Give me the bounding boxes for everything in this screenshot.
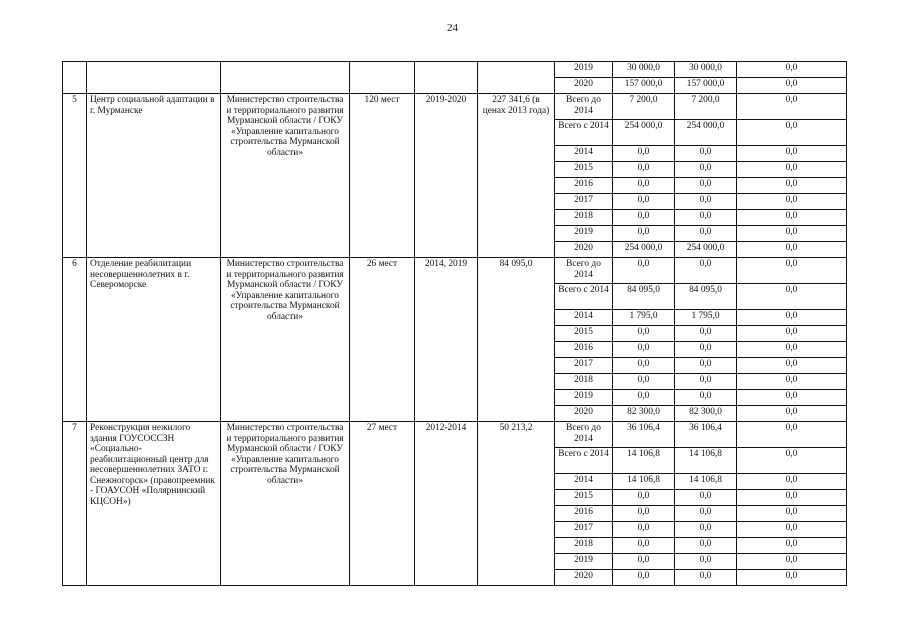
other-cell: 0,0 xyxy=(737,242,847,258)
total-cell: 0,0 xyxy=(613,178,675,194)
total-cell: 14 106,8 xyxy=(613,474,675,490)
period-cell: 2020 xyxy=(555,242,613,258)
period-cell: 2017 xyxy=(555,522,613,538)
other-cell: 0,0 xyxy=(737,310,847,326)
capacity-cell xyxy=(350,62,415,94)
total-cell: 7 200,0 xyxy=(613,94,675,120)
funds-cell: 254 000,0 xyxy=(675,242,737,258)
object-name: Центр социальной адаптации в г. Мурманске xyxy=(87,94,221,258)
funds-cell: 0,0 xyxy=(675,342,737,358)
period-cell: 2016 xyxy=(555,506,613,522)
funds-cell: 0,0 xyxy=(675,538,737,554)
period-cell: 2015 xyxy=(555,162,613,178)
period-cell: 2015 xyxy=(555,490,613,506)
period-cell: 2019 xyxy=(555,554,613,570)
funds-cell: 0,0 xyxy=(675,374,737,390)
total-cell: 0,0 xyxy=(613,358,675,374)
period-cell: 2019 xyxy=(555,62,613,78)
total-cell: 0,0 xyxy=(613,506,675,522)
period-cell: Всего с 2014 xyxy=(555,120,613,146)
funds-cell: 84 095,0 xyxy=(675,284,737,310)
funds-cell: 0,0 xyxy=(675,326,737,342)
object-number: 5 xyxy=(63,94,87,258)
page-number: 24 xyxy=(447,22,458,34)
total-cell: 84 095,0 xyxy=(613,284,675,310)
funds-cell: 0,0 xyxy=(675,178,737,194)
table-row xyxy=(63,422,847,448)
funds-cell: 0,0 xyxy=(675,258,737,284)
total-cell: 0,0 xyxy=(613,146,675,162)
name-cell xyxy=(87,62,221,94)
total-cell: 0,0 xyxy=(613,554,675,570)
total-cell: 0,0 xyxy=(613,390,675,406)
other-cell: 0,0 xyxy=(737,326,847,342)
other-cell: 0,0 xyxy=(737,570,847,586)
other-cell: 0,0 xyxy=(737,178,847,194)
other-cell: 0,0 xyxy=(737,390,847,406)
funds-cell: 0,0 xyxy=(675,358,737,374)
funds-cell: 1 795,0 xyxy=(675,310,737,326)
period-cell: Всего с 2014 xyxy=(555,284,613,310)
period-cell: 2019 xyxy=(555,390,613,406)
period-cell: Всего до 2014 xyxy=(555,258,613,284)
period-cell: 2020 xyxy=(555,406,613,422)
total-cell: 0,0 xyxy=(613,342,675,358)
other-cell: 0,0 xyxy=(737,448,847,474)
total-cell: 0,0 xyxy=(613,210,675,226)
object-cost: 84 095,0 xyxy=(478,258,555,422)
object-years: 2012-2014 xyxy=(415,422,478,586)
funds-cell: 0,0 xyxy=(675,226,737,242)
total-cell: 1 795,0 xyxy=(613,310,675,326)
funds-cell: 0,0 xyxy=(675,522,737,538)
funds-cell: 0,0 xyxy=(675,210,737,226)
other-cell: 0,0 xyxy=(737,522,847,538)
other-cell: 0,0 xyxy=(737,538,847,554)
period-cell: Всего до 2014 xyxy=(555,94,613,120)
period-cell: 2016 xyxy=(555,342,613,358)
period-cell: 2014 xyxy=(555,310,613,326)
total-cell: 0,0 xyxy=(613,326,675,342)
period-cell: 2018 xyxy=(555,210,613,226)
period-cell: 2016 xyxy=(555,178,613,194)
funds-cell: 254 000,0 xyxy=(675,120,737,146)
object-name: Реконструкция нежилого здания ГОУСОССЗН «Социально-реабилитационный центр для несовершеннолетних ЗАТО г. Снежногорск» (правопреемник - ГОАУСОН «Полярнинский КЦСОН») xyxy=(87,422,221,586)
total-cell: 82 300,0 xyxy=(613,406,675,422)
other-cell: 0,0 xyxy=(737,226,847,242)
object-years: 2019-2020 xyxy=(415,94,478,258)
other-cell: 0,0 xyxy=(737,506,847,522)
period-cell: 2018 xyxy=(555,538,613,554)
other-cell: 0,0 xyxy=(737,422,847,448)
funds-cell: 36 106,4 xyxy=(675,422,737,448)
total-cell: 254 000,0 xyxy=(613,242,675,258)
period-cell: 2017 xyxy=(555,194,613,210)
other-cell: 0,0 xyxy=(737,474,847,490)
period-cell: 2017 xyxy=(555,358,613,374)
object-cost: 50 213,2 xyxy=(478,422,555,586)
total-cell: 0,0 xyxy=(613,226,675,242)
object-customer: Министерство строительства и территориального развития Мурманской области / ГОКУ «Управление капитального строительства Мурманской области» xyxy=(221,94,350,258)
funds-cell: 14 106,8 xyxy=(675,448,737,474)
other-cell: 0,0 xyxy=(737,406,847,422)
other-cell: 0,0 xyxy=(737,162,847,178)
object-capacity: 27 мест xyxy=(350,422,415,586)
total-cell: 157 000,0 xyxy=(613,78,675,94)
period-cell: Всего до 2014 xyxy=(555,422,613,448)
total-cell: 0,0 xyxy=(613,538,675,554)
other-cell: 0,0 xyxy=(737,374,847,390)
object-capacity: 120 мест xyxy=(350,94,415,258)
num-cell xyxy=(63,62,87,94)
other-cell: 0,0 xyxy=(737,78,847,94)
object-number: 6 xyxy=(63,258,87,422)
other-cell: 0,0 xyxy=(737,146,847,162)
total-cell: 0,0 xyxy=(613,490,675,506)
object-capacity: 26 мест xyxy=(350,258,415,422)
funds-cell: 0,0 xyxy=(675,506,737,522)
other-cell: 0,0 xyxy=(737,210,847,226)
object-name: Отделение реабилитации несовершеннолетних в г. Североморске xyxy=(87,258,221,422)
total-cell: 0,0 xyxy=(613,522,675,538)
other-cell: 0,0 xyxy=(737,94,847,120)
other-cell: 0,0 xyxy=(737,358,847,374)
funds-cell: 7 200,0 xyxy=(675,94,737,120)
other-cell: 0,0 xyxy=(737,284,847,310)
cost-cell xyxy=(478,62,555,94)
table-row xyxy=(63,62,847,78)
period-cell: 2018 xyxy=(555,374,613,390)
customer-cell xyxy=(221,62,350,94)
construction-objects-table xyxy=(62,61,847,586)
period-cell: 2014 xyxy=(555,146,613,162)
total-cell: 0,0 xyxy=(613,570,675,586)
funds-cell: 30 000,0 xyxy=(675,62,737,78)
object-customer: Министерство строительства и территориального развития Мурманской области / ГОКУ «Управление капитального строительства Мурманской области» xyxy=(221,422,350,586)
table-row xyxy=(63,94,847,120)
funds-cell: 14 106,8 xyxy=(675,474,737,490)
funds-cell: 0,0 xyxy=(675,570,737,586)
funds-cell: 0,0 xyxy=(675,194,737,210)
other-cell: 0,0 xyxy=(737,258,847,284)
funds-cell: 82 300,0 xyxy=(675,406,737,422)
object-number: 7 xyxy=(63,422,87,586)
period-cell: 2020 xyxy=(555,78,613,94)
period-cell: Всего с 2014 xyxy=(555,448,613,474)
years-cell xyxy=(415,62,478,94)
table-row xyxy=(63,258,847,284)
total-cell: 254 000,0 xyxy=(613,120,675,146)
funds-cell: 0,0 xyxy=(675,146,737,162)
period-cell: 2014 xyxy=(555,474,613,490)
object-years: 2014, 2019 xyxy=(415,258,478,422)
other-cell: 0,0 xyxy=(737,490,847,506)
other-cell: 0,0 xyxy=(737,554,847,570)
object-cost: 227 341,6 (в ценах 2013 года) xyxy=(478,94,555,258)
other-cell: 0,0 xyxy=(737,342,847,358)
other-cell: 0,0 xyxy=(737,62,847,78)
funds-cell: 157 000,0 xyxy=(675,78,737,94)
funds-cell: 0,0 xyxy=(675,490,737,506)
object-customer: Министерство строительства и территориального развития Мурманской области / ГОКУ «Управление капитального строительства Мурманской области» xyxy=(221,258,350,422)
total-cell: 30 000,0 xyxy=(613,62,675,78)
funds-cell: 0,0 xyxy=(675,390,737,406)
total-cell: 0,0 xyxy=(613,194,675,210)
other-cell: 0,0 xyxy=(737,120,847,146)
funds-cell: 0,0 xyxy=(675,162,737,178)
total-cell: 0,0 xyxy=(613,258,675,284)
period-cell: 2020 xyxy=(555,570,613,586)
total-cell: 14 106,8 xyxy=(613,448,675,474)
total-cell: 36 106,4 xyxy=(613,422,675,448)
other-cell: 0,0 xyxy=(737,194,847,210)
funds-cell: 0,0 xyxy=(675,554,737,570)
total-cell: 0,0 xyxy=(613,162,675,178)
period-cell: 2015 xyxy=(555,326,613,342)
total-cell: 0,0 xyxy=(613,374,675,390)
period-cell: 2019 xyxy=(555,226,613,242)
